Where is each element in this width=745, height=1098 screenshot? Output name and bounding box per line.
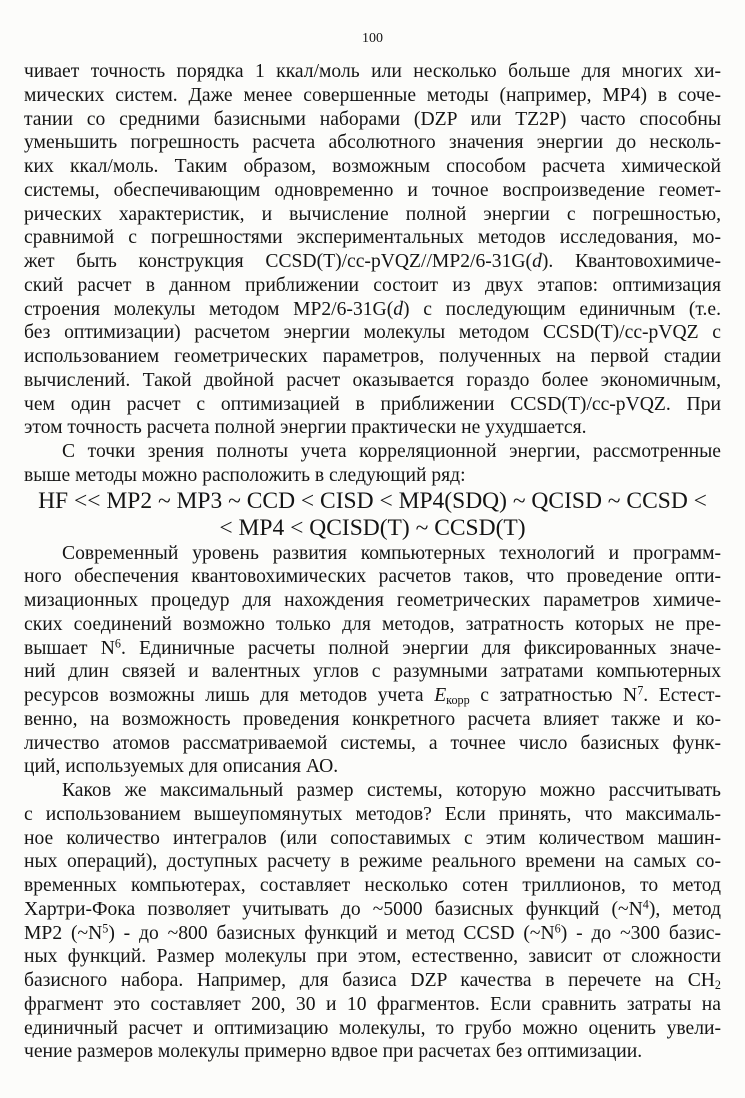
formula-line: HF << MP2 ~ MP3 ~ CCD < CISD < MP4(SDQ) ~ QCISD ~ CCSD < (38, 487, 707, 514)
text-line: мических систем. Даже менее совершенные методы (например, MP4) в соче- (24, 84, 721, 106)
text-line: с использованием вышеупомянутых методов? Если принять, что максималь- (24, 803, 721, 825)
text-line (24, 684, 721, 708)
text-fragment: вышает N (24, 637, 115, 659)
text-fragment: строения молекулы методом MP2/6-31G( (24, 298, 394, 320)
text-line: без оптимизации) расчетом энергии молекулы методом CCSD(T)/cc-pVQZ с (24, 322, 721, 344)
text-line: этом точность расчета полной энергии практически не ухудшается. (24, 417, 587, 439)
text-line: ких ккал/моль. Таким образом, возможным способом расчета химической (24, 156, 721, 177)
text-line: чение размеров молекулы примерно вдвое при расчетах без оптимизации. (24, 1041, 643, 1063)
text-line: чивает точность порядка 1 ккал/моль или несколько больше для многих хи- (24, 61, 721, 82)
text-line (24, 298, 721, 322)
text-fragment: ресурсов возможны лишь для методов учета (24, 685, 435, 706)
page-number: 100 (362, 31, 383, 46)
text-fragment: с затратностью N (469, 685, 638, 706)
text-line: фрагмент это составляет 200, 30 и 10 фрагментов. Если сравнить затраты на (24, 993, 721, 1015)
text-line: системы, обеспечивающим одновременно и точное воспроизведение геомет- (24, 179, 721, 201)
superscript: 4 (642, 897, 649, 912)
text-line: ский расчет в данном приближении состоит из двух этапов: оптимизация (24, 274, 721, 296)
text-line (24, 969, 721, 993)
text-fragment: ). Квантовохимиче- (541, 251, 721, 272)
text-line: С точки зрения полноты учета корреляционной энергии, рассмотренные (62, 441, 721, 462)
text-line: рических характеристик, и вычисление полной энергии с погрешностью, (24, 203, 721, 225)
subscript: корр (446, 693, 470, 708)
text-line: тании со средними базисными наборами (DZP или TZ2P) часто способны (24, 108, 721, 130)
text-line: временных компьютерах, составляет несколько сотен триллионов, то метод (24, 875, 721, 896)
text-line: ных операций), доступных расчету в режиме реального времени на самых со- (24, 851, 721, 873)
text-line: венно, на возможность проведения конкретного расчета влияет также и ко- (24, 708, 721, 730)
italic-e: E (434, 685, 447, 706)
text-line: уменьшить погрешность расчета абсолютного значения энергии до несколь- (24, 132, 721, 154)
italic-d: d (532, 251, 542, 272)
subscript: 2 (714, 978, 721, 993)
superscript: 5 (102, 920, 109, 935)
text-line (24, 922, 721, 946)
superscript: 6 (554, 920, 561, 935)
text-line: чем один расчет с оптимизацией в приближении CCSD(T)/cc-pVQZ. При (24, 393, 721, 415)
text-fragment: ), метод (648, 898, 721, 920)
text-fragment: ) с последующим единичным (т.е. (403, 298, 721, 320)
text-line: ских соединений возможно только для методов, затратность которых не пре- (24, 613, 721, 635)
text-fragment: ) - до ~300 базис- (560, 922, 722, 944)
text-fragment: . Естест- (643, 685, 721, 706)
text-line: мизационных процедур для нахождения геометрических параметров химиче- (24, 590, 721, 611)
text-fragment: ) - до ~800 базисных функций и метод CCSD (~N (108, 922, 555, 944)
text-line (24, 898, 721, 922)
text-line: единичный расчет и оптимизацию молекулы, то грубо можно оценить увели- (24, 1017, 721, 1039)
body-text (24, 60, 721, 1064)
text-line: ное количество интегралов (или сопоставимых с этим количеством машин- (24, 827, 721, 849)
text-fragment: Хартри-Фока позволяет учитывать до ~5000 базисных функций (~N (24, 898, 643, 920)
text-line: ний длин связей и валентных углов с разумными затратами компьютерных (24, 661, 721, 683)
text-line: использованием геометрических параметров, полученных на первой стадии (24, 346, 721, 367)
text-line (24, 637, 721, 661)
text-fragment: MP2 (~N (24, 922, 103, 944)
text-line: выше методы можно расположить в следующий ряд: (24, 464, 466, 486)
superscript: 6 (114, 635, 121, 650)
text-line: ций, используемых для описания АО. (24, 756, 339, 778)
text-fragment: . Единичные расчеты полной энергии для фиксированных значе- (120, 637, 721, 659)
text-line: ных функций. Размер молекулы при этом, естественно, зависит от сложности (24, 946, 721, 968)
formula-line: < MP4 < QCISD(T) ~ CCSD(T) (219, 514, 526, 541)
text-line: вычислений. Такой двойной расчет оказывается гораздо более экономичным, (24, 369, 721, 391)
superscript: 7 (637, 683, 644, 698)
text-line: личество атомов рассматриваемой системы, а точнее число базисных функ- (24, 732, 721, 754)
italic-d: d (393, 298, 404, 320)
text-line: Каков же максимальный размер системы, которую можно рассчитывать (62, 780, 721, 801)
text-fragment: базисного набора. Например, для базиса DZP качества в перечете на CH (24, 970, 715, 991)
text-line: ного обеспечения квантовохимических расчетов таков, что проведение опти- (24, 566, 721, 588)
text-line (24, 250, 721, 274)
text-fragment: жет быть конструкция CCSD(T)/cc-pVQZ//MP2/6-31G( (24, 251, 533, 272)
text-line: Современный уровень развития компьютерных технологий и программ- (62, 542, 721, 564)
text-line: сравнимой с погрешностями экспериментальных методов исследования, мо- (24, 227, 721, 249)
